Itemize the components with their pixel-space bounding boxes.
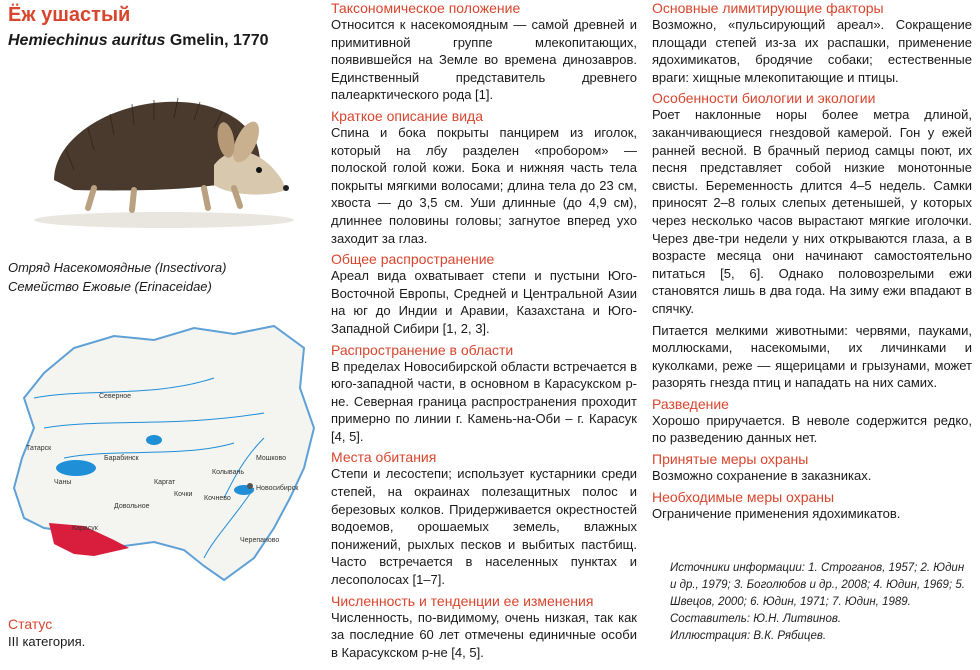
right-column [652,0,972,526]
order-label: Отряд Насекомоядные (Insectivora) [8,260,227,275]
section-text: Возможно сохранение в заказниках. [652,468,872,484]
compiler-text: Составитель: Ю.Н. Литвинов. [670,613,842,625]
map-label-karasuk: Карасук [72,525,98,532]
section-heading: Особенности биологии и экологии [652,90,876,107]
latin-name [8,32,269,50]
section-text: Относится к насекомоядным — самой древней и примитивной группе млекопитающих, появившейся на Земле во времена динозавров. Единственный представитель древнего палеарктического рода [1]. [331,17,637,103]
section-heading: Принятые меры охраны [652,451,809,468]
map-label-kargat: Каргат [154,479,176,486]
section-text: Ограничение применения ядохимикатов. [652,505,901,521]
map-label-kochnevo: Кочнево [204,495,231,502]
map-label-moshkovo: Мошково [256,455,286,462]
map-label-novosibirsk: Новосибирск [256,485,299,492]
map-label-barabinsk: Барабинск [104,455,139,462]
hedgehog-illustration [14,70,304,230]
status-heading: Статус [8,616,53,632]
distribution-map [4,318,316,598]
taxonomy-labels [8,258,226,296]
section-heading: Разведение [652,395,729,412]
section-text: Возможно, «пульсирующий ареал». Сокращение площади степей из-за их распашки, применение ядохимикатов, бродячие собаки; естественные враги: хищные млекопитающие и птицы. [652,17,972,85]
section-heading: Таксономическое положение [331,0,521,16]
map-label-kochki: Кочки [174,491,193,498]
section-heading: Общее распространение [331,251,495,268]
sources-text: Источники информации: 1. Строганов, 1957; 2. Юдин и др., 1979; 3. Боголюбов и др., 2008; 4. Юдин, 1969; 5. Швецов, 2000; 6. Юдин, 1971; 7. Юдин, 1989. [670,562,965,608]
section-heading: Краткое описание вида [331,107,483,124]
section-text: Хорошо приручается. В неволе содержится редко, по разведению данных нет. [652,412,972,446]
map-label-tatarsk: Татарск [26,445,52,452]
latin-genus-species: Hemiechinus auritus [8,32,166,49]
section-heading: Основные лимитирующие факторы [652,0,884,16]
section-text: В пределах Новосибирской области встречается в юго-западной части, в основном в Карасукском р-не. Северная граница распространения проходит примерно по линии г. Камень-на-Оби – г. Карасук [4, 5]. [331,358,637,444]
section-text: Степи и лесостепи; использует кустарники среди степей, на окраинах полезащитных полос и березовых колков. Придерживается окрестностей водоемов, орошаемых земель, влажных понижений, рыхлых песков и выбитых пастбищ. Часто встречается в населенных пунктах и лесополосах [1–7]. [331,466,637,588]
map-label-cherepanovo: Черепаново [240,537,280,544]
lake-chany [56,460,96,476]
section-text: Питается мелкими животными: червями, пауками, моллюсками, насекомыми, их личинками и куколками, реже — ящерицами и грызунами, может разорять гнезда птиц и нападать на них самих. [652,322,972,391]
section-text: Спина и бока покрыты панцирем из иголок, который на лбу разделен «пробором» — полоской голой кожи. Бока и нижняя часть тела покрыты мягкими волосами; длина тела до 23 см, хвоста — до 3,5 см. Уши длинные (до 4,9 см), длиннее половины головы; загнутое вперед ухо заходит за глаз. [331,124,637,246]
section-heading: Места обитания [331,449,437,466]
section-text: Роет наклонные норы более метра длиной, заканчивающиеся гнездовой камерой. Гон у ежей ранней весной. В брачный период самцы поют, их песня представляет собой низкие монотонные свисты. Беременность длится 4–5 недель. Самки приносят 2–8 голых слепых детенышей, у которых через несколько часов вырастают мягкие иголочки. Через две-три недели у них открываются глаза, а в возрасте месяца они начинают самостоятельно питаться [5, 6]. Однако половозрелыми ежи становятся лишь в два года. На зиму ежи впадают в спячку. [652,107,972,316]
map-label-chany: Чаны [54,479,72,486]
species-title: Ёж ушастый [8,4,131,26]
section-text: Ареал вида охватывает степи и пустыни Юго-Восточной Европы, Средней и Центральной Азии на юг до Индии и Аравии, Казахстана и Юго-Западной Сибири [1, 2, 3]. [331,268,637,336]
illustration-text: Иллюстрация: В.К. Рябицев. [670,630,827,642]
map-label-dovolnoe: Довольное [114,503,150,510]
latin-author: Gmelin, 1770 [169,32,269,49]
map-label-kolyvan: Колывань [212,469,244,476]
section-heading: Распространение в области [331,341,514,358]
family-label: Семейство Ежовые (Erinaceidae) [8,279,212,294]
section-text: Численность, по-видимому, очень низкая, так как за последние 60 лет отмечены единичные особи в Карасукском р-не [4, 5]. [331,609,637,660]
map-label-severnoe: Северное [99,393,132,400]
sources-block [670,560,970,645]
status-value: III категория. [8,634,86,649]
middle-column [331,0,637,665]
section-heading: Численность и тенденции ее изменения [331,592,594,609]
section-heading: Необходимые меры охраны [652,488,835,505]
